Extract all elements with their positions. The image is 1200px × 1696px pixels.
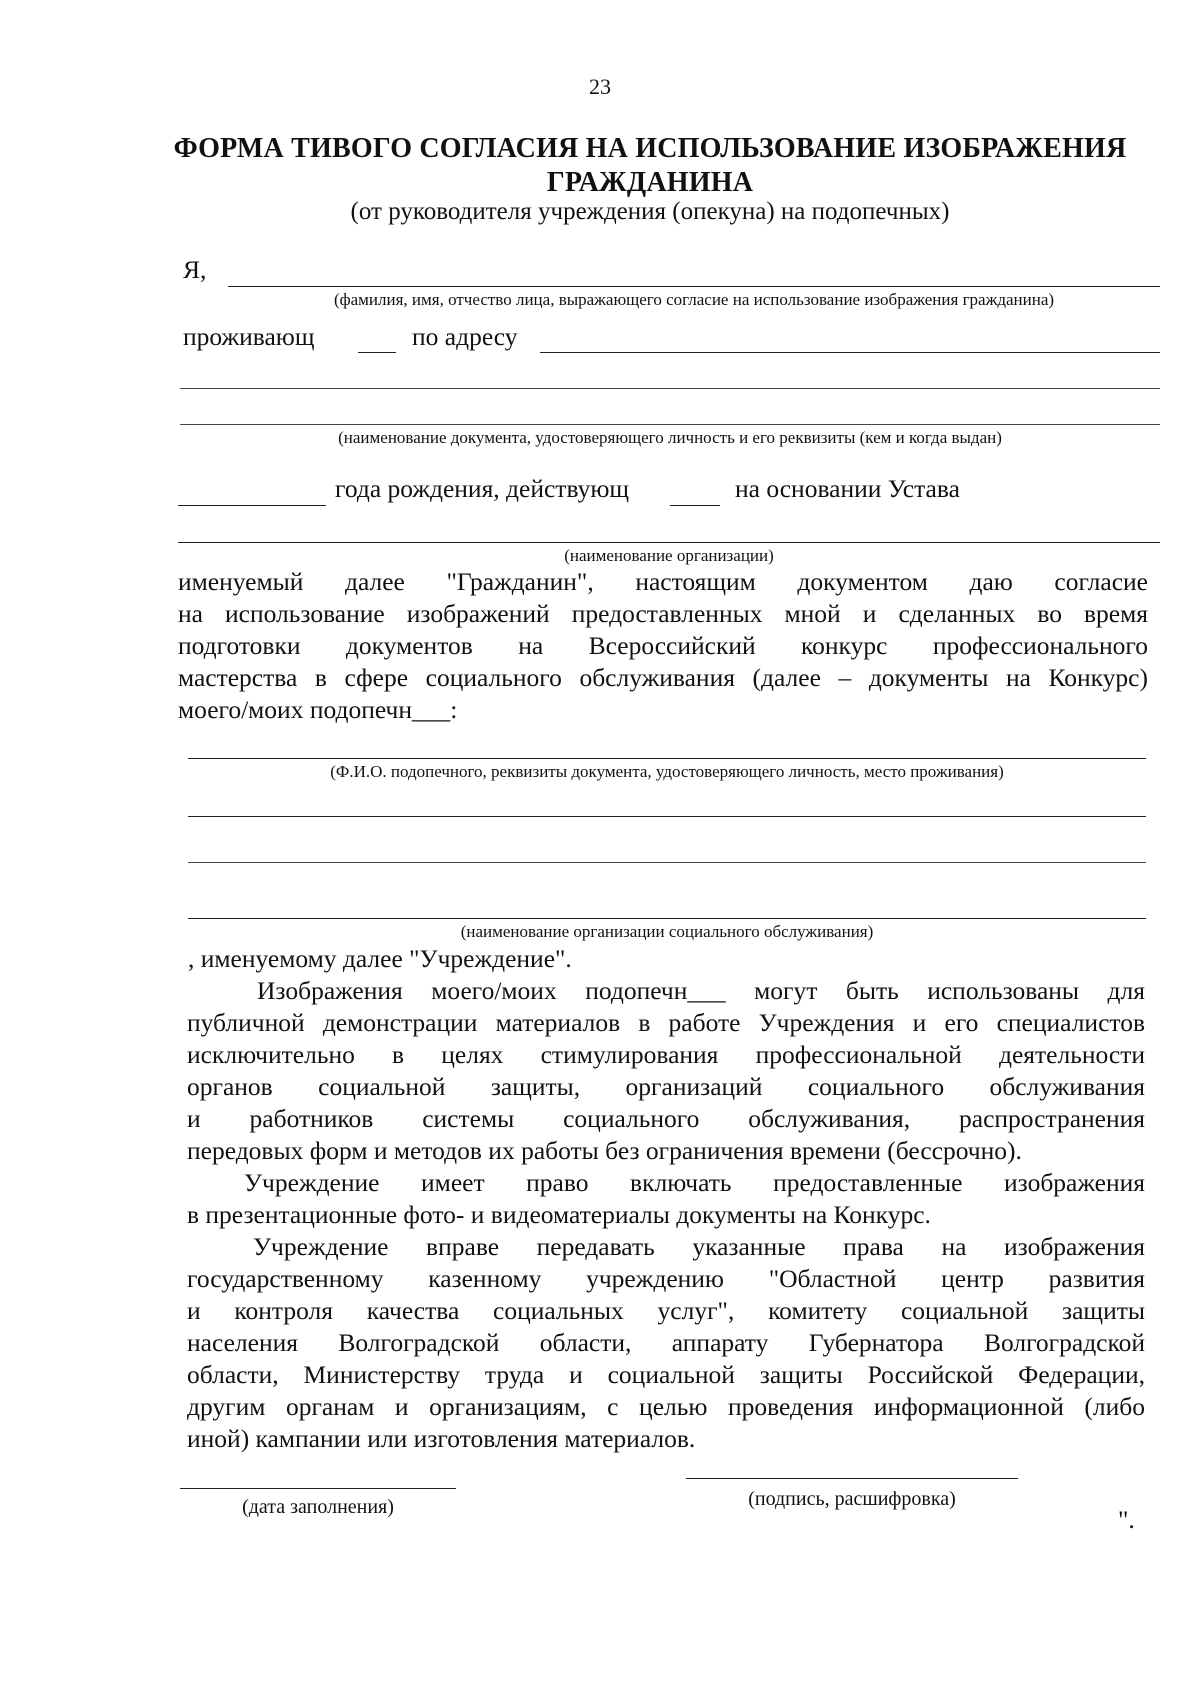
gender-ending-line-1[interactable] (358, 352, 396, 353)
paragraph-line: иной) кампании или изготовления материалов. (187, 1424, 696, 1453)
consent-line: моего/моих подопечн___: (178, 695, 458, 724)
paragraph-line: публичной демонстрации материалов в работе Учреждения и его специалистов (187, 1008, 1145, 1037)
title-line-1: ФОРМА ТИВОГО СОГЛАСИЯ НА ИСПОЛЬЗОВАНИЕ ИЗОБРАЖЕНИЯ (173, 133, 1127, 164)
consent-paragraph (178, 566, 1148, 726)
organization-input-line[interactable] (178, 542, 1160, 543)
paragraph-line: другим органам и организациям, с целью проведения информационной (либо (187, 1392, 1145, 1421)
paragraph-line: органов социальной защиты, организаций социального обслуживания (187, 1072, 1145, 1101)
caption-fio: (фамилия, имя, отчество лица, выражающего согласие на использование изображения гражданина) (333, 290, 1055, 309)
consent-line: именуемый далее "Гражданин", настоящим документом даю согласие (178, 567, 1148, 596)
paragraph-line: Учреждение вправе передавать указанные права на изображения (253, 1232, 1145, 1261)
gender-ending-line-2[interactable] (670, 505, 720, 506)
paragraph-line: Учреждение имеет право включать предоставленные изображения (244, 1168, 1145, 1197)
signature-input-line[interactable] (686, 1478, 1018, 1479)
social-org-input-line[interactable] (188, 918, 1146, 919)
named-institution: , именуемому далее "Учреждение". (188, 944, 572, 973)
closing-quote: ". (1118, 1505, 1135, 1534)
paragraph-line: и контроля качества социальных услуг", комитету социальной защиты (187, 1296, 1145, 1325)
caption-date: (дата заполнения) (242, 1496, 394, 1518)
caption-organization: (наименование организации) (564, 546, 774, 565)
ward-input-line-3[interactable] (188, 862, 1146, 863)
document-subtitle: (от руководителя учреждения (опекуна) на подопечных) (350, 198, 950, 225)
caption-document: (наименование документа, удостоверяющего личность и его реквизиты (кем и когда выдан) (338, 428, 1002, 447)
birth-year-input-line[interactable] (178, 505, 326, 506)
paragraph-line: государственному казенному учреждению "Областной центр развития (187, 1264, 1145, 1293)
address-input-line-2[interactable] (180, 388, 1160, 389)
address-input-line-1[interactable] (540, 352, 1160, 353)
page-number: 23 (589, 74, 611, 99)
caption-social-org: (наименование организации социального обслуживания) (460, 922, 874, 941)
label-goda-rozhdeniya: года рождения, действующ (335, 474, 630, 503)
paragraph-line: Изображения моего/моих подопечн___ могут быть использованы для (257, 976, 1145, 1005)
ward-input-line-1[interactable] (188, 758, 1146, 759)
paragraph-line: в презентационные фото- и видеоматериалы документы на Конкурс. (187, 1200, 931, 1229)
paragraph-line: области, Министерству труда и социальной защиты Российской Федерации, (187, 1360, 1145, 1389)
consent-line: подготовки документов на Всероссийский конкурс профессионального (178, 631, 1148, 660)
consent-line: мастерства в сфере социального обслуживания (далее – документы на Конкурс) (178, 663, 1148, 692)
fio-input-line[interactable] (228, 286, 1160, 287)
field-ya-label: Я, (183, 255, 207, 284)
label-prozhivayusch: проживающ (183, 322, 315, 351)
label-po-adresu: по адресу (412, 322, 518, 351)
consent-line: на использование изображений предоставленных мной и сделанных во время (178, 599, 1148, 628)
caption-signature: (подпись, расшифровка) (748, 1488, 956, 1510)
label-na-osnovanii: на основании Устава (735, 474, 960, 503)
paragraph-line: передовых форм и методов их работы без ограничения времени (бессрочно). (187, 1136, 1022, 1165)
document-input-line[interactable] (180, 424, 1160, 425)
paragraph-line: и работников системы социального обслуживания, распространения (187, 1104, 1145, 1133)
paragraph-line: населения Волгоградской области, аппарату Губернатора Волгоградской (187, 1328, 1145, 1357)
title-line-2: ГРАЖДАНИНА (546, 167, 754, 198)
ward-input-line-2[interactable] (188, 816, 1146, 817)
paragraph-3 (187, 1231, 1145, 1455)
date-input-line[interactable] (180, 1488, 456, 1489)
paragraph-1 (187, 975, 1145, 1167)
paragraph-line: исключительно в целях стимулирования профессиональной деятельности (187, 1040, 1145, 1069)
document-title (150, 132, 1150, 200)
caption-ward: (Ф.И.О. подопечного, реквизиты документа, удостоверяющего личность, место проживания) (330, 762, 1004, 781)
paragraph-2 (187, 1167, 1145, 1231)
